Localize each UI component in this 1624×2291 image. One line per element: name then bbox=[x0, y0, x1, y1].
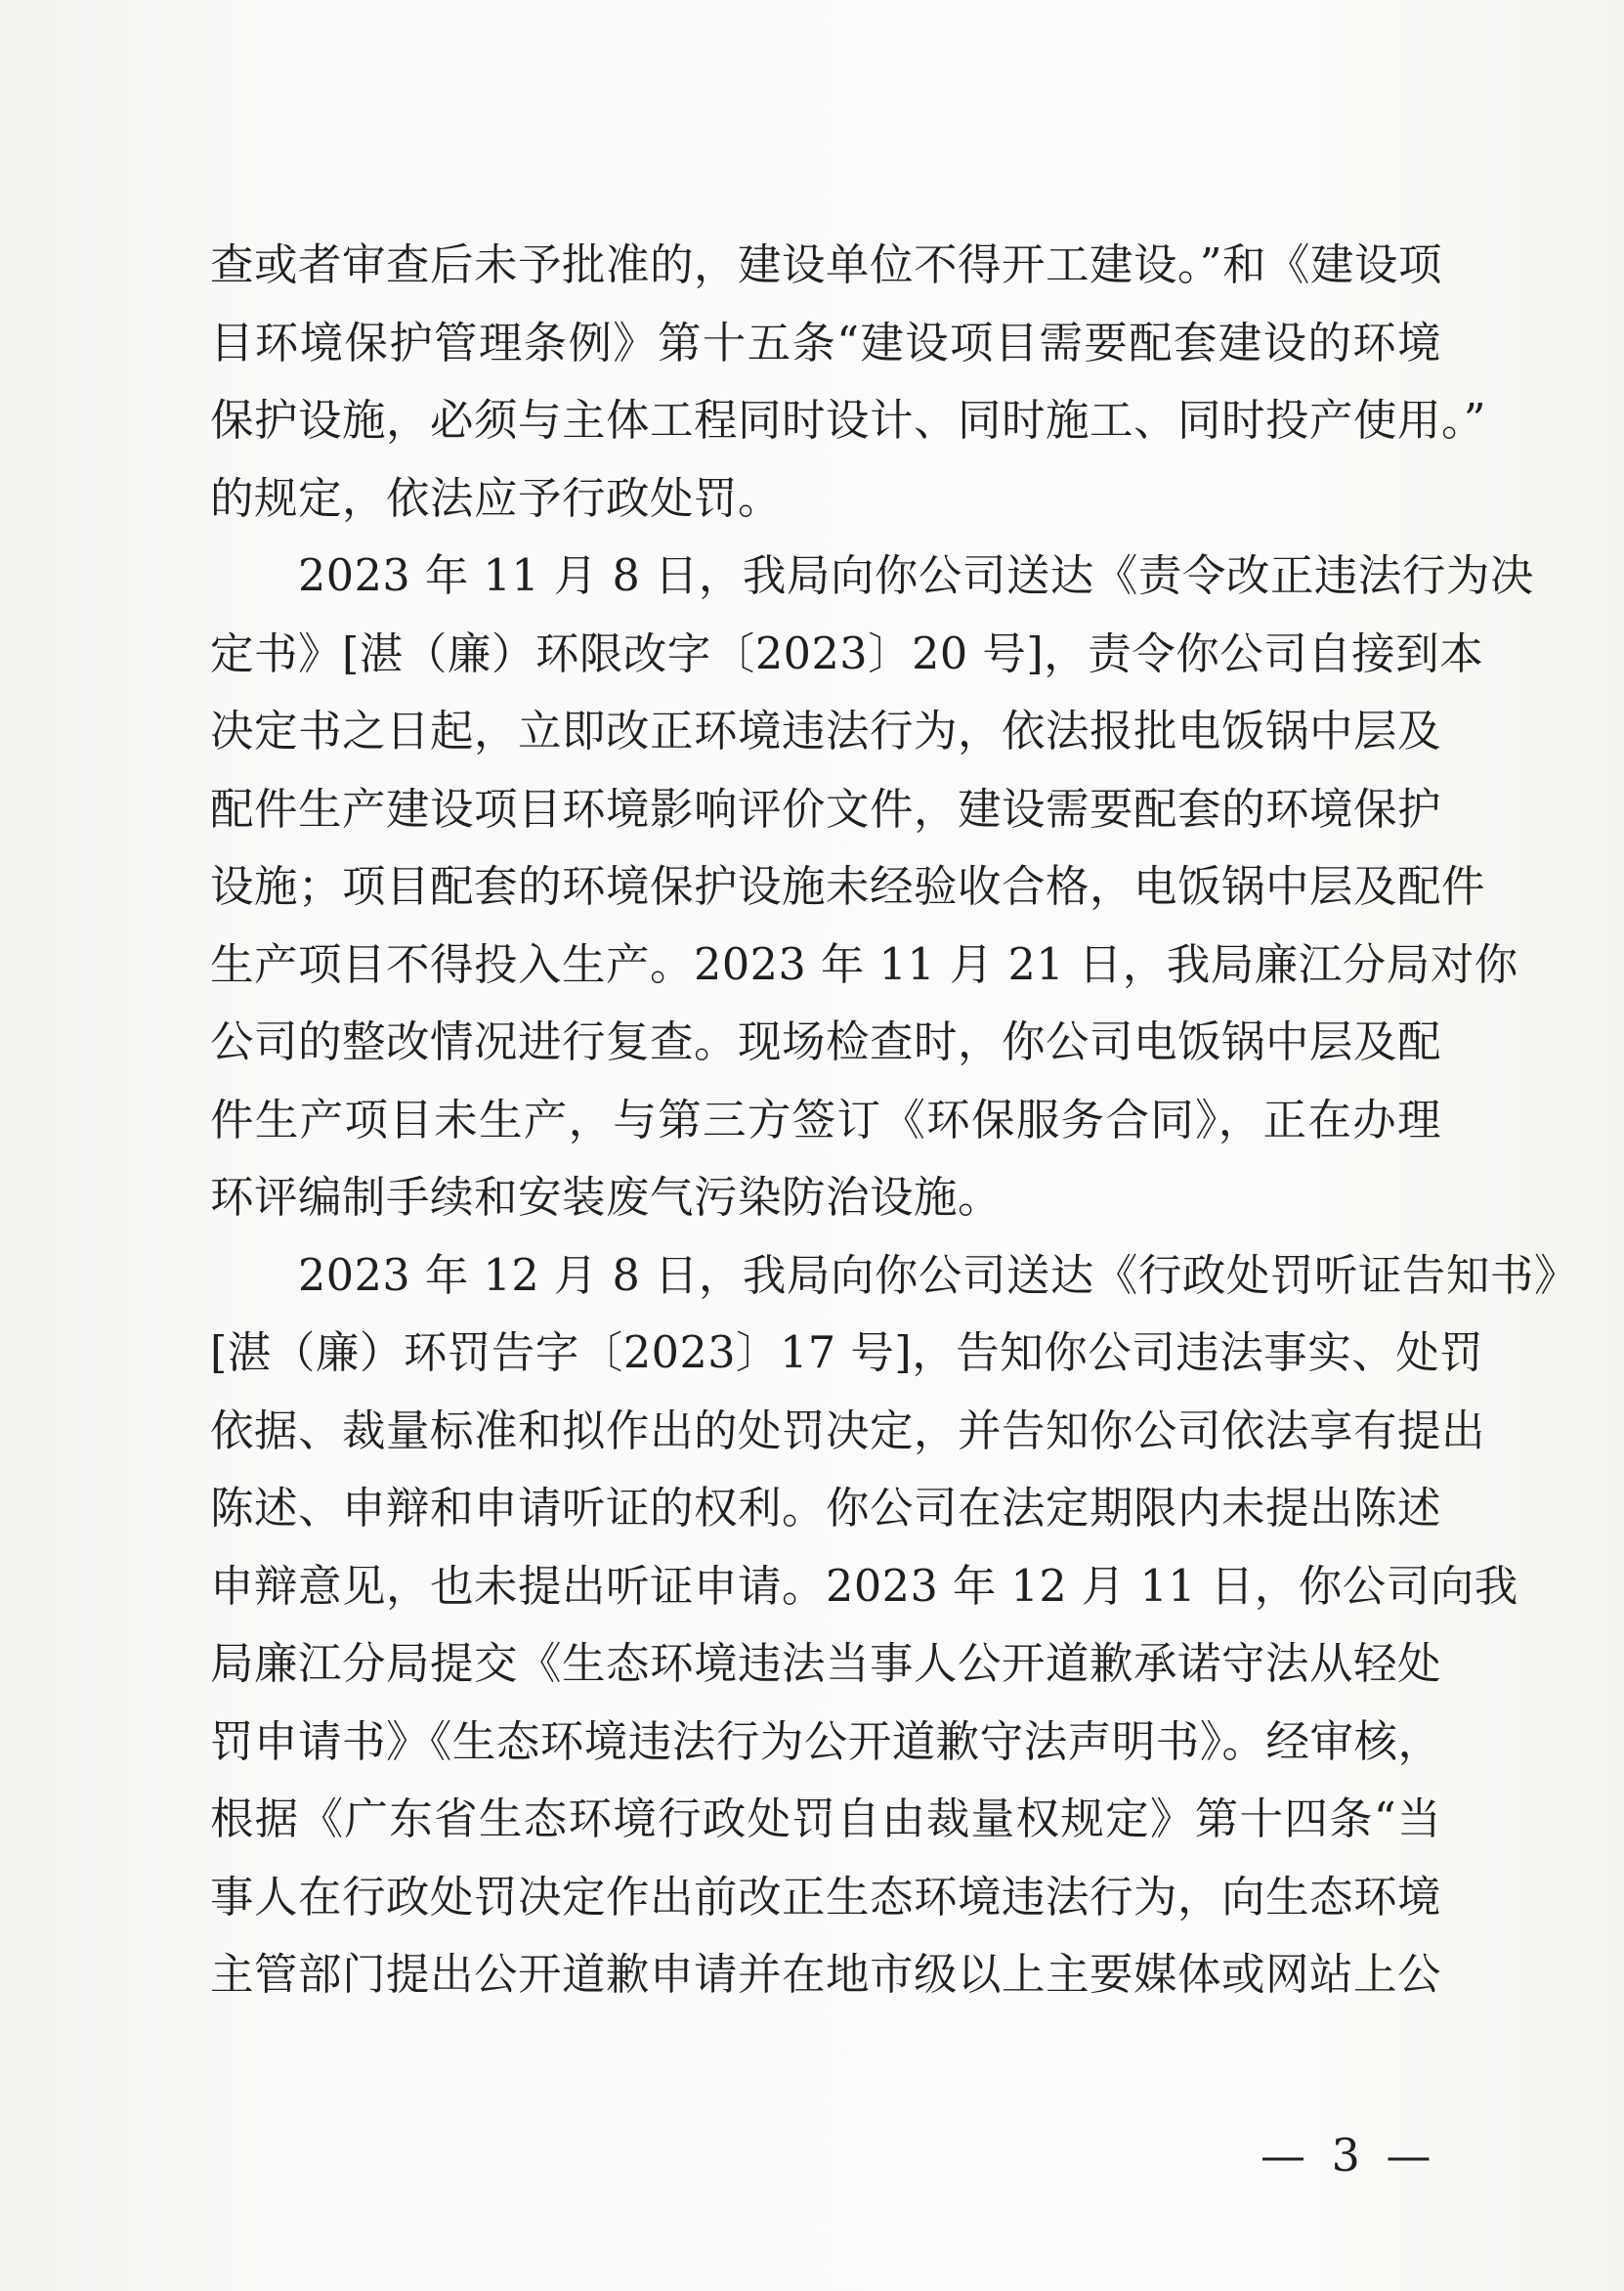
text-line: 生产项目不得投入生产。2023 年 11 月 21 日，我局廉江分局对你 bbox=[210, 939, 1518, 990]
text-line: 2023 年 12 月 8 日，我局向你公司送达《行政处罚听证告知书》 bbox=[210, 1250, 1578, 1301]
text-line: 依据、裁量标准和拟作出的处罚决定，并告知你公司依法享有提出 bbox=[210, 1405, 1486, 1456]
text-line: 环评编制手续和安装废气污染防治设施。 bbox=[210, 1173, 1003, 1223]
text-line: 局廉江分局提交《生态环境违法当事人公开道歉承诺守法从轻处 bbox=[210, 1639, 1442, 1689]
text-line: [湛（廉）环罚告字〔2023〕17 号]，告知你公司违法事实、处罚 bbox=[210, 1328, 1484, 1378]
text-line: 决定书之日起，立即改正环境违法行为，依法报批电饭锅中层及 bbox=[210, 707, 1442, 756]
text-line: 查或者审查后未予批准的，建设单位不得开工建设。”和《建设项 bbox=[210, 240, 1443, 290]
text-line: 陈述、申辩和申请听证的权利。你公司在法定期限内未提出陈述 bbox=[210, 1484, 1442, 1534]
text-line: 公司的整改情况进行复查。现场检查时，你公司电饭锅中层及配 bbox=[210, 1017, 1442, 1067]
text-line: 主管部门提出公开道歉申请并在地市级以上主要媒体或网站上公 bbox=[210, 1950, 1442, 2000]
text-line: 的规定，依法应予行政处罚。 bbox=[210, 473, 783, 524]
text-line: 罚申请书》《生态环境违法行为公开道歉守法声明书》。经审核， bbox=[210, 1716, 1442, 1767]
text-line: 件生产项目未生产，与第三方签订《环保服务合同》，正在办理 bbox=[210, 1095, 1441, 1146]
page-number: — 3 — bbox=[1261, 2129, 1437, 2182]
text-line: 目环境保护管理条例》第十五条“建设项目需要配套建设的环境 bbox=[210, 318, 1441, 368]
paragraph-2 bbox=[210, 538, 1534, 1237]
paragraph-1 bbox=[210, 227, 1487, 538]
paragraph-3 bbox=[210, 1237, 1578, 2014]
text-line: 保护设施，必须与主体工程同时设计、同时施工、同时投产使用。” bbox=[210, 396, 1487, 446]
text-line: 设施；项目配套的环境保护设施未经验收合格，电饭锅中层及配件 bbox=[210, 862, 1486, 912]
text-line: 申辩意见，也未提出听证申请。2023 年 12 月 11 日，你公司向我 bbox=[210, 1561, 1518, 1612]
text-line: 事人在行政处罚决定作出前改正生态环境违法行为，向生态环境 bbox=[210, 1872, 1442, 1923]
text-line: 根据《广东省生态环境行政处罚自由裁量权规定》第十四条“当 bbox=[210, 1794, 1441, 1844]
text-line: 2023 年 11 月 8 日，我局向你公司送达《责令改正违法行为决 bbox=[210, 551, 1534, 601]
body-text bbox=[210, 227, 1578, 2014]
text-line: 配件生产建设项目环境影响评价文件，建设需要配套的环境保护 bbox=[210, 784, 1442, 835]
text-line: 定书》[湛（廉）环限改字〔2023〕20 号]，责令你公司自接到本 bbox=[210, 628, 1484, 679]
